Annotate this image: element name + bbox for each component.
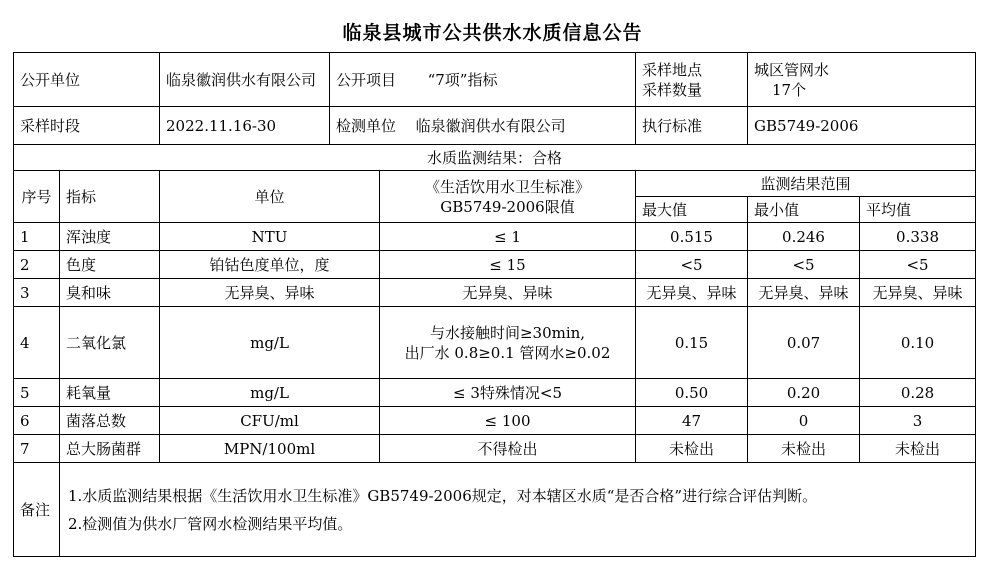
row-avg: 0.10: [860, 307, 976, 379]
row-min: 未检出: [748, 435, 860, 463]
row-unit: mg/L: [160, 307, 380, 379]
row-max: 无异臭、异味: [636, 279, 748, 307]
row-indicator: 臭和味: [60, 279, 160, 307]
test-unit-cell: [330, 107, 636, 145]
row-limit: ≤ 3特殊情况<5: [380, 379, 636, 407]
row-min: 0.07: [748, 307, 860, 379]
row-max: 未检出: [636, 435, 748, 463]
row-min: <5: [748, 251, 860, 279]
row-seq: 7: [14, 435, 60, 463]
row-limit: 无异臭、异味: [380, 279, 636, 307]
result-banner-row: [14, 145, 976, 171]
sample-site-value-cell: [748, 53, 976, 107]
notes-row: [14, 463, 976, 557]
row-unit: NTU: [160, 223, 380, 251]
row-avg: 0.338: [860, 223, 976, 251]
sample-site-label-cell: [636, 53, 748, 107]
row-unit: CFU/ml: [160, 407, 380, 435]
publish-item-cell: [330, 53, 636, 107]
row-max: <5: [636, 251, 748, 279]
table-row: [14, 407, 976, 435]
row-max: 47: [636, 407, 748, 435]
sample-site-label: 采样地点: [642, 60, 703, 79]
publish-item-value: “7项”指标: [427, 71, 498, 89]
table-row: [14, 223, 976, 251]
header-max: 最大值: [636, 197, 748, 223]
header-row-1: [14, 171, 976, 197]
row-unit: mg/L: [160, 379, 380, 407]
header-indicator: 指标: [60, 171, 160, 223]
publish-unit-label: 公开单位: [14, 53, 160, 107]
standard-value: GB5749-2006: [748, 107, 976, 145]
header-avg: 平均值: [860, 197, 976, 223]
table-row: [14, 435, 976, 463]
row-seq: 4: [14, 307, 60, 379]
notes-content: [60, 463, 976, 557]
header-limit-line2: GB5749-2006限值: [440, 197, 575, 216]
row-avg: 未检出: [860, 435, 976, 463]
row-seq: 1: [14, 223, 60, 251]
row-max: 0.515: [636, 223, 748, 251]
row-avg: <5: [860, 251, 976, 279]
table-row: [14, 279, 976, 307]
header-limit-line1: 《生活饮用水卫生标准》: [425, 177, 591, 196]
row-limit: ≤ 100: [380, 407, 636, 435]
row-min: 0.246: [748, 223, 860, 251]
table-row: [14, 307, 976, 379]
row-seq: 3: [14, 279, 60, 307]
row-limit: 不得检出: [380, 435, 636, 463]
row-indicator: 浑浊度: [60, 223, 160, 251]
sample-period-value: 2022.11.16-30: [160, 107, 330, 145]
row-limit: [380, 307, 636, 379]
header-unit: 单位: [160, 171, 380, 223]
sample-count-value: 17个: [772, 80, 807, 99]
test-unit-label: 检测单位: [336, 117, 397, 135]
sample-period-label: 采样时段: [14, 107, 160, 145]
row-indicator: 耗氧量: [60, 379, 160, 407]
info-row-1: [14, 53, 976, 107]
row-unit: MPN/100ml: [160, 435, 380, 463]
row-min: 0.20: [748, 379, 860, 407]
header-limit: [380, 171, 636, 223]
row-indicator: 菌落总数: [60, 407, 160, 435]
publish-item-label: 公开项目: [336, 71, 397, 89]
sample-count-label: 采样数量: [642, 80, 703, 99]
row-indicator: 色度: [60, 251, 160, 279]
notes-label: 备注: [14, 463, 60, 557]
table-row: [14, 379, 976, 407]
table-row: [14, 251, 976, 279]
notes-line-1: 1.水质监测结果根据《生活饮用水卫生标准》GB5749-2006规定，对本辖区水质“是否合格”进行综合评估判断。: [68, 486, 818, 505]
row-limit: ≤ 15: [380, 251, 636, 279]
row-limit: ≤ 1: [380, 223, 636, 251]
row-seq: 2: [14, 251, 60, 279]
row-indicator: 总大肠菌群: [60, 435, 160, 463]
row-limit-line1: 与水接触时间≥30min,: [429, 323, 586, 342]
row-indicator: 二氧化氯: [60, 307, 160, 379]
header-min: 最小值: [748, 197, 860, 223]
header-seq: 序号: [14, 171, 60, 223]
row-limit-line2: 出厂水 0.8≥0.1 管网水≥0.02: [404, 343, 611, 362]
sample-site-value: 城区管网水: [754, 60, 830, 79]
row-unit: 无异臭、异味: [160, 279, 380, 307]
row-min: 无异臭、异味: [748, 279, 860, 307]
row-seq: 6: [14, 407, 60, 435]
publish-unit-value: 临泉徽润供水有限公司: [160, 53, 330, 107]
result-banner: 水质监测结果：合格: [14, 145, 976, 171]
header-range: 监测结果范围: [636, 171, 976, 197]
notes-line-2: 2.检测值为供水厂管网水检测结果平均值。: [68, 514, 353, 533]
page-title: 临泉县城市公共供水水质信息公告: [342, 22, 643, 44]
row-avg: 3: [860, 407, 976, 435]
row-avg: 无异臭、异味: [860, 279, 976, 307]
row-seq: 5: [14, 379, 60, 407]
water-quality-table: [13, 52, 976, 557]
info-row-2: [14, 107, 976, 145]
row-unit: 铂钴色度单位，度: [160, 251, 380, 279]
standard-label: 执行标准: [636, 107, 748, 145]
row-avg: 0.28: [860, 379, 976, 407]
test-unit-value: 临泉徽润供水有限公司: [415, 117, 566, 135]
row-max: 0.15: [636, 307, 748, 379]
row-min: 0: [748, 407, 860, 435]
row-max: 0.50: [636, 379, 748, 407]
